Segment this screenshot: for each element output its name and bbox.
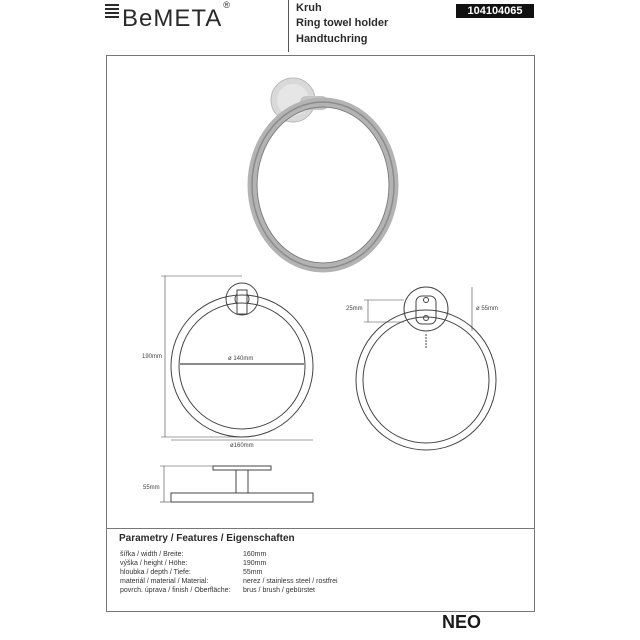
product-photo [252,78,394,268]
series-name: NEO [442,612,482,632]
product-name-en: Ring towel holder [296,17,389,29]
param-material-value: nerez / stainless steel / rostfrei [243,578,338,585]
back-view-drawing [356,287,499,450]
height-dimension-label: 190mm [142,354,163,360]
param-finish-label: povrch. úprava / finish / Oberfläche: [120,587,231,594]
param-material-label: materiál / material / Material: [120,578,209,585]
brand-name: BeMETA [122,5,223,32]
param-height-label: výška / height / Höhe: [120,560,188,567]
side-view-drawing [160,466,313,502]
mount-dimension-label: 25mm [346,306,363,312]
product-name-cz: Kruh [296,2,322,14]
param-width-label: šířka / width / Breite: [120,551,184,558]
product-name-de: Handtuchring [296,33,368,45]
parameters-title: Parametry / Features / Eigenschaften [119,533,295,544]
param-height-value: 190mm [243,560,267,567]
rosette-diameter-label: ø 55mm [476,306,499,312]
param-depth-value: 55mm [243,569,263,576]
width-dimension-label: ø160mm [230,443,254,449]
inner-diameter-label: ø 140mm [228,356,254,362]
param-finish-value: brus / brush / gebürstet [243,587,315,594]
depth-dimension-label: 55mm [143,485,160,491]
param-depth-label: hloubka / depth / Tiefe: [120,569,191,576]
product-code: 104104065 [456,4,534,18]
registered-mark: ® [223,0,231,10]
param-width-value: 160mm [243,551,267,558]
